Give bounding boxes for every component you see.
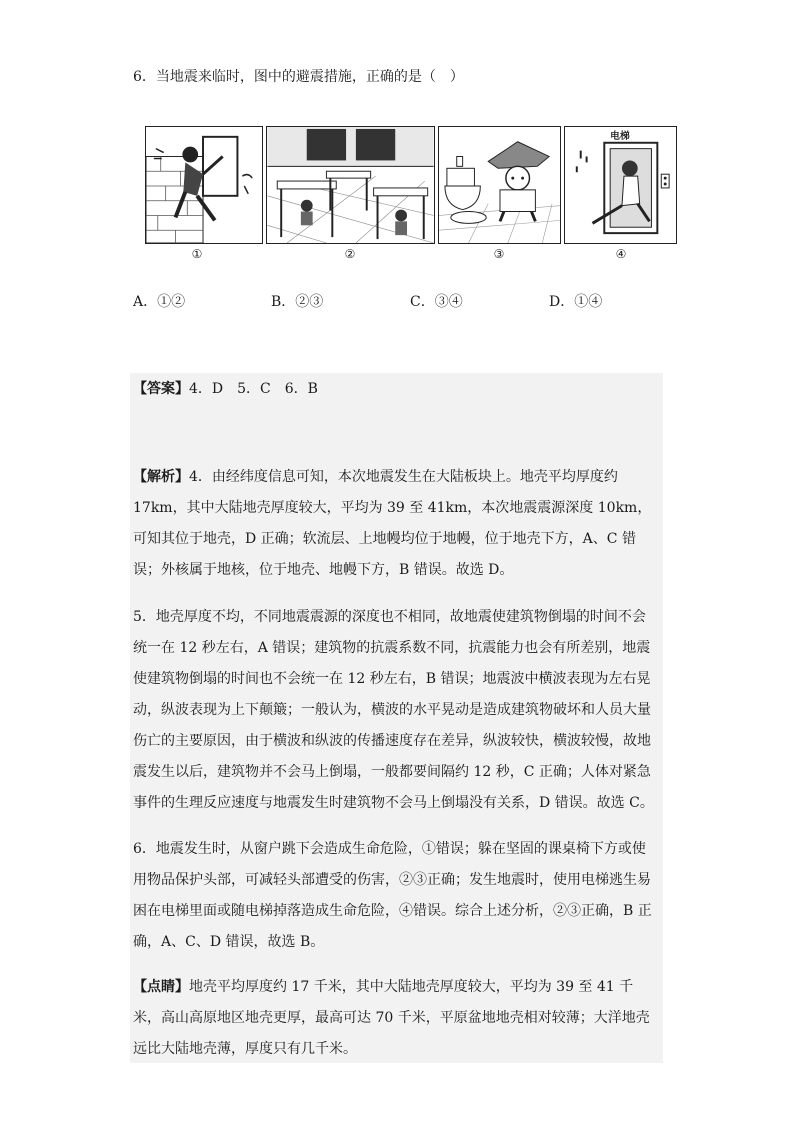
note-tag: 【点睛】 bbox=[133, 979, 189, 995]
head-protection-illustration bbox=[439, 127, 560, 243]
analysis-text-4: 4．由经纬度信息可知，本次地震发生在大陆板块上。地壳平均厚度约 17km，其中大陆地壳厚度较大，平均为 39 至 41km，本次地震震源深度 10km，可知其位于地壳，D 正确；软流层、上地幔均位于地幔，位于地壳下方，A、C 错误；外核属于地核，位于地壳、地幔下方，B 错误。故选 D。 bbox=[133, 469, 652, 578]
choice-letter: A． bbox=[133, 294, 158, 310]
choice-b[interactable] bbox=[271, 291, 323, 311]
choice-c[interactable] bbox=[410, 291, 463, 311]
earthquake-figure bbox=[145, 126, 677, 266]
choice-value: ②③ bbox=[295, 294, 324, 310]
analysis-tag: 【解析】 bbox=[133, 469, 189, 485]
panel-label-1: ① bbox=[191, 247, 203, 261]
choice-d[interactable] bbox=[549, 291, 602, 311]
choice-letter: C． bbox=[410, 294, 435, 310]
choice-a[interactable] bbox=[133, 291, 185, 311]
panel-label-4: ④ bbox=[615, 247, 627, 261]
choice-value: ③④ bbox=[434, 294, 463, 310]
figure-panel-3 bbox=[438, 126, 561, 244]
window-jump-illustration bbox=[146, 127, 262, 243]
classroom-desk-illustration bbox=[267, 127, 434, 243]
question-stem: 6．当地震来临时，图中的避震措施，正确的是（ ） bbox=[133, 69, 464, 85]
figure-panel-1 bbox=[145, 126, 263, 244]
figure-panel-2 bbox=[266, 126, 435, 244]
elevator-illustration bbox=[565, 127, 676, 243]
choice-letter: D． bbox=[549, 294, 575, 310]
answer-line bbox=[133, 374, 659, 405]
analysis-paragraph-6: 6．地震发生时，从窗户跳下会造成生命危险，①错误；躲在坚固的课桌椅下方或使用物品保护头部，可减轻头部遭受的伤害，②③正确；发生地震时，使用电梯逃生易困在电梯里面或随电梯掉落造成生命危险，④错误。综合上述分析，②③正确，B 正确，A、C、D 错误，故选 B。 bbox=[133, 841, 652, 950]
panel-label-3: ③ bbox=[493, 247, 505, 261]
analysis-paragraph-5: 5．地壳厚度不均，不同地震震源的深度也不相同，故地震使建筑物倒塌的时间不会统一在 12 秒左右，A 错误；建筑物的抗震系数不同，抗震能力也会有所差别，地震使建筑物倒塌的时间也不会统一在 12 秒左右，B 错误；地震波中横波表现为左右晃动，纵波表现为上下颠簸；一般认为，横波的水平晃动是造成建筑物破坏和人员大量伤亡的主要原因，由于横波和纵波的传播速度存在差异，纵波较快，横波较慢，故地震发生以后，建筑物并不会马上倒塌，一般都要间隔约 12 秒，C 正确；人体对紧急事件的生理反应速度与地震发生时建筑物不会马上倒塌没有关系，D 错误。故选 C。 bbox=[133, 609, 654, 811]
note-text: 地壳平均厚度约 17 千米，其中大陆地壳厚度较大，平均为 39 至 41 千米，高山高原地区地壳更厚，最高可达 70 千米，平原盆地地壳相对较薄；大洋地壳远比大陆地壳薄，厚度只有几千米。 bbox=[133, 979, 650, 1057]
choice-value: ①④ bbox=[574, 294, 603, 310]
choice-letter: B． bbox=[271, 294, 296, 310]
elevator-label: 电梯 bbox=[610, 130, 630, 142]
answer-tag: 【答案】 bbox=[133, 381, 189, 397]
note-paragraph bbox=[133, 972, 659, 1065]
figure-panel-4 bbox=[564, 126, 677, 244]
choice-value: ①② bbox=[157, 294, 186, 310]
analysis-paragraph-4 bbox=[133, 462, 659, 586]
panel-label-2: ② bbox=[344, 247, 356, 261]
answer-text: 4．D 5．C 6．B bbox=[189, 381, 318, 397]
